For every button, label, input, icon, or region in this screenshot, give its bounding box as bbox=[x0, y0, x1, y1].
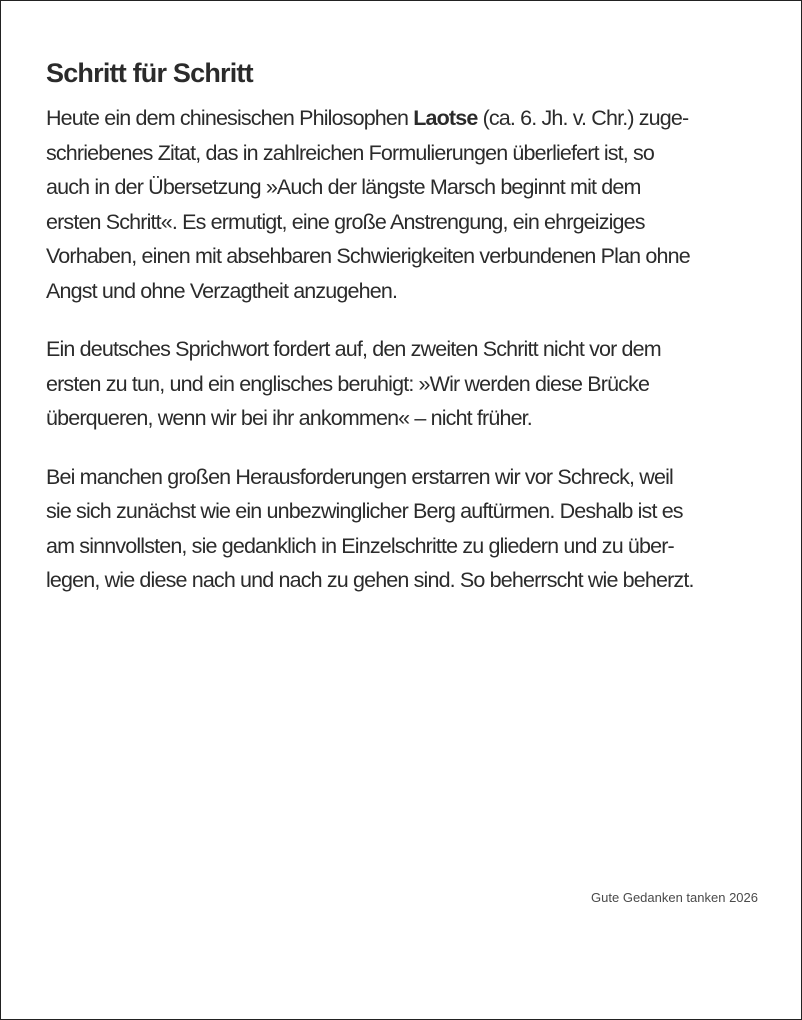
text-line: überqueren, wenn wir bei ihr ankommen« – nicht früher. bbox=[46, 406, 532, 430]
text-line: Ein deutsches Sprichwort fordert auf, den zweiten Schritt nicht vor dem bbox=[46, 337, 661, 361]
text-line: Vorhaben, einen mit absehbaren Schwierigkeiten verbundenen Plan ohne bbox=[46, 244, 690, 268]
text-line: ersten Schritt«. Es ermutigt, eine große Anstrengung, ein ehrgeiziges bbox=[46, 209, 645, 234]
page-content bbox=[46, 53, 768, 622]
text-line: legen, wie diese nach und nach zu gehen sind. So beherrscht wie beherzt. bbox=[46, 568, 694, 592]
text-line: am sinnvollsten, sie gedanklich in Einzelschritte zu gliedern und zu über- bbox=[46, 533, 674, 558]
text-line: Bei manchen großen Herausforderungen erstarren wir vor Schreck, weil bbox=[46, 464, 673, 489]
footer-credit: Gute Gedanken tanken 2026 bbox=[591, 890, 758, 905]
text-line: sie sich zunächst wie ein unbezwinglicher Berg auftürmen. Deshalb ist es bbox=[46, 499, 683, 523]
text-line: auch in der Übersetzung »Auch der längste Marsch beginnt mit dem bbox=[46, 175, 641, 199]
text-line: Heute ein dem chinesischen Philosophen Laotse (ca. 6. Jh. v. Chr.) zuge- bbox=[46, 106, 689, 130]
philosopher-name: Laotse bbox=[413, 106, 478, 130]
text-line: schriebenes Zitat, das in zahlreichen Formulierungen überliefert ist, so bbox=[46, 140, 655, 165]
text-line: Angst und ohne Verzagtheit anzugehen. bbox=[46, 278, 398, 303]
paragraph-1 bbox=[46, 101, 768, 308]
paragraph-2 bbox=[46, 332, 768, 436]
paragraph-3 bbox=[46, 460, 768, 598]
page-title: Schritt für Schritt bbox=[46, 58, 253, 88]
text-line: ersten zu tun, und ein englisches beruhigt: »Wir werden diese Brücke bbox=[46, 371, 650, 396]
